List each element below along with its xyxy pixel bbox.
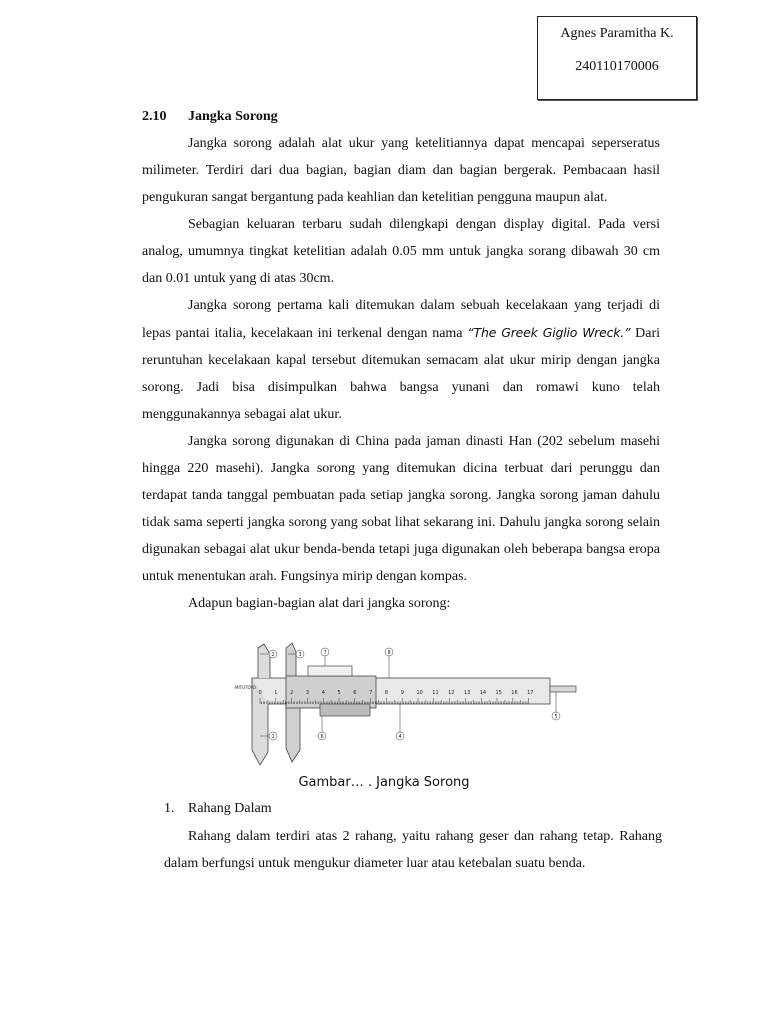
list-item-text: Rahang dalam terdiri atas 2 rahang, yaitu rahang geser dan rahang tetap. Rahang dalam berfungsi untuk mengukur diameter luar atau ketebalan suatu benda. xyxy=(164,829,662,871)
scale-number: 17 xyxy=(527,690,534,696)
caliper-diagram xyxy=(230,640,580,770)
callout-number: 5 xyxy=(554,713,558,720)
scale-number: 14 xyxy=(479,690,487,696)
list-item-label: Rahang Dalam xyxy=(188,801,272,816)
brand-label: MITUTOYO xyxy=(235,685,256,690)
paragraph-5: Adapun bagian-bagian alat dari jangka sorong: xyxy=(188,596,451,611)
paragraph-3-start: Jangka sorong pertama kali ditemukan dalam sebuah kecelakaan yang terjadi di lepas pantai italia, kecelakaan ini terkenal dengan nama xyxy=(142,298,660,341)
scale-number: 13 xyxy=(463,690,471,696)
sliding-inner-jaw xyxy=(286,643,296,676)
scale-number: 1 xyxy=(274,690,278,696)
list-item-title xyxy=(164,801,272,817)
paragraph-4: Jangka sorong digunakan di China pada jaman dinasti Han (202 sebelum masehi hingga 220 masehi). Jangka sorong yang ditemukan dicina terbuat dari perunggu dan terdapat tanda tanggal pembuatan pada setiap jangka sorong. Jangka sorong jaman dahulu tidak sama seperti jangka sorong yang sobat lihat sekarang ini. Dahulu jangka sorong selain digunakan sebagai alat ukur benda-benda tetapi juga digunakan oleh beberapa bangsa eropa untuk menentukan arah. Fungsinya mirip dengan kompas. xyxy=(142,434,660,584)
callout-number: 8 xyxy=(387,649,391,656)
callout-number: 6 xyxy=(320,733,324,740)
scale-number: 15 xyxy=(495,690,502,696)
paragraph-3 xyxy=(142,292,660,428)
scale-number: 5 xyxy=(337,690,341,696)
scale-number: 10 xyxy=(416,690,423,696)
scale-number: 0 xyxy=(258,690,262,696)
scale-number: 7 xyxy=(369,690,373,696)
callout-number: 7 xyxy=(323,649,327,656)
list-item-number: 1. xyxy=(164,801,175,816)
paragraph-1: Jangka sorong adalah alat ukur yang ketelitiannya dapat mencapai seperseratus milimeter. Terdiri dari dua bagian, bagian diam dan bagian bergerak. Pembacaan hasil pengukuran sangat bergantung pada keahlian dan ketelitian pengguna maupun alat. xyxy=(142,136,660,205)
callout-number: 4 xyxy=(398,733,402,740)
scale-number: 2 xyxy=(290,690,294,696)
fixed-inner-jaw xyxy=(258,644,270,678)
section-heading xyxy=(142,109,278,125)
list-item-body xyxy=(164,823,662,877)
depth-rod xyxy=(550,686,576,692)
body-text xyxy=(142,130,660,617)
section-number: 2.10 xyxy=(142,109,167,124)
sliding-outer-jaw xyxy=(286,704,300,762)
figure-caption: Gambar… . Jangka Sorong xyxy=(298,775,470,790)
callout-number: 2 xyxy=(271,651,275,658)
scale-number: 8 xyxy=(384,690,389,696)
scale-number: 9 xyxy=(400,690,404,696)
scale-number: 3 xyxy=(305,690,310,696)
callout-number: 1 xyxy=(271,733,275,740)
author-name: Agnes Paramitha K. xyxy=(560,26,674,41)
scale-number: 6 xyxy=(353,690,357,696)
author-box xyxy=(537,16,697,100)
scale-number: 11 xyxy=(432,690,439,696)
author-id: 240110170006 xyxy=(575,59,659,74)
callout-number: 3 xyxy=(298,651,302,658)
paragraph-2: Sebagian keluaran terbaru sudah dilengkapi dengan display digital. Pada versi analog, umumnya tingkat ketelitian adalah 0.05 mm untuk jangka sorang dibawah 30 cm dan 0.01 untuk yang di atas 30cm. xyxy=(142,217,660,286)
section-title: Jangka Sorong xyxy=(188,109,278,124)
locking-screw xyxy=(308,666,352,676)
scale-number: 16 xyxy=(511,690,518,696)
wreck-name: “The Greek Giglio Wreck.” xyxy=(467,325,631,340)
paragraph-3-end: Dari reruntuhan kecelakaan kapal tersebut ditemukan semacam alat ukur mirip dengan jangka sorong. Jadi bisa disimpulkan bahwa bangsa yunani dan romawi kuno telah menggunakannya sebagai alat ukur. xyxy=(142,326,660,422)
scale-number: 12 xyxy=(448,690,455,696)
scale-number: 4 xyxy=(321,690,325,696)
thumb-screw xyxy=(320,704,370,716)
